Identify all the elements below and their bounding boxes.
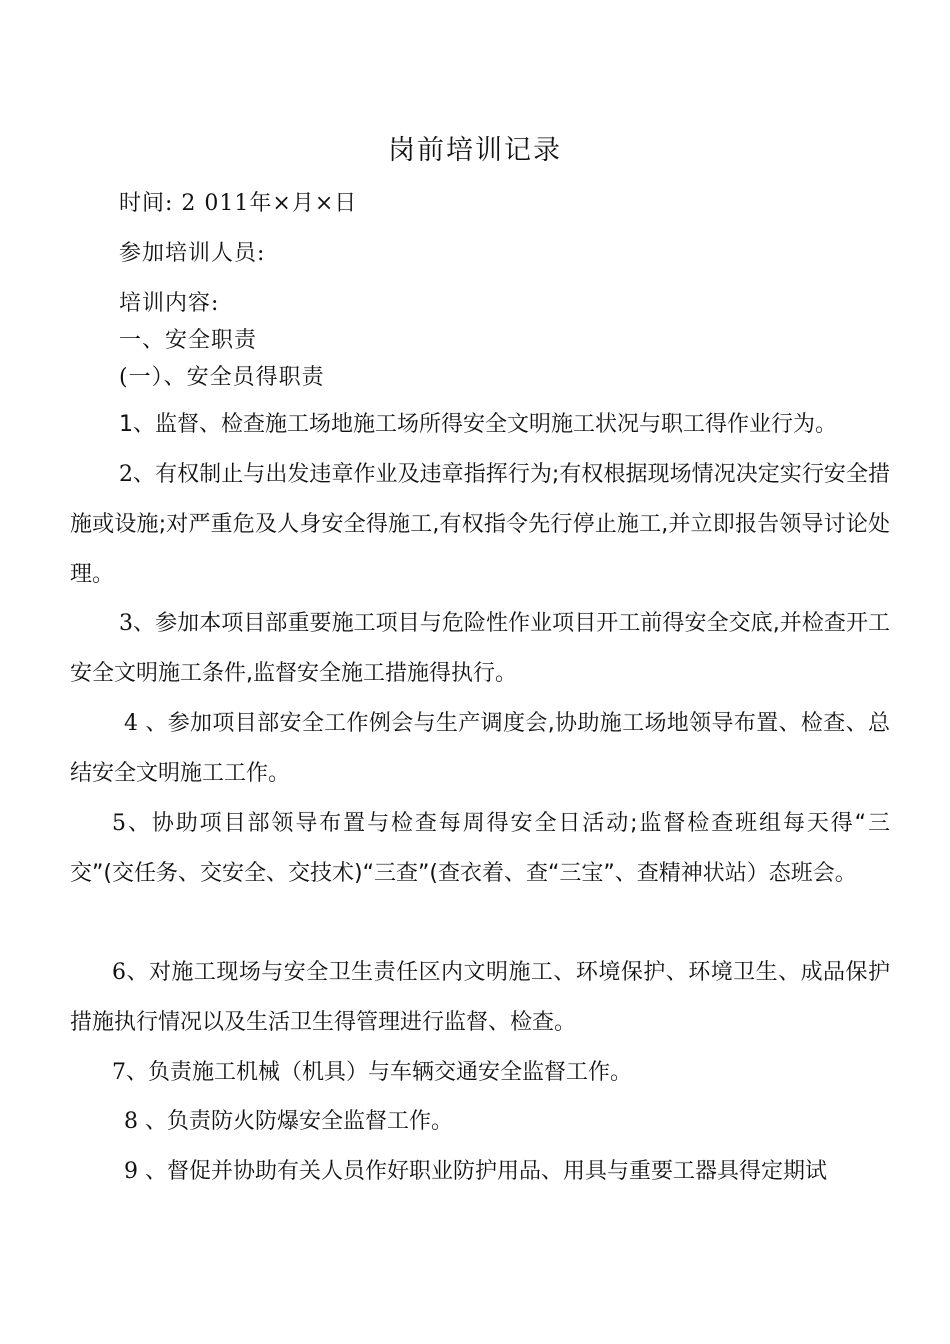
list-item-5: 5、协助项目部领导布置与检查每周得安全日活动;监督检查班组每天得“三交”(交任务、交安全、交技术)“三查”(查衣着、查“三宝”、查精神状站）态班会。 xyxy=(70,811,890,886)
list-item-4: 4 、参加项目部安全工作例会与生产调度会,协助施工场地领导布置、检查、总结安全文明施工工作。 xyxy=(70,711,890,786)
content-label: 培训内容: xyxy=(119,291,220,316)
list-item-7: 7、负责施工机械（机具）与车辆交通安全监督工作。 xyxy=(112,1060,633,1085)
section-heading: 一、安全职责 xyxy=(119,328,258,353)
list-item-9: 9 、督促并协助有关人员作好职业防护用品、用具与重要工器具得定期试 xyxy=(124,1159,827,1184)
training-time: 时间: 2 011年×月×日 xyxy=(119,191,358,216)
list-item-6: 6、对施工现场与安全卫生责任区内文明施工、环境保护、环境卫生、成品保护措施执行情况以及生活卫生得管理进行监督、检查。 xyxy=(70,960,890,1035)
list-item-8: 8 、负责防火防爆安全监督工作。 xyxy=(124,1109,453,1134)
document-title: 岗前培训记录 xyxy=(388,135,562,166)
subsection-heading: (一）、安全员得职责 xyxy=(119,365,325,390)
list-item-1: 1、监督、检查施工场地施工场所得安全文明施工状况与职工得作业行为。 xyxy=(119,412,838,437)
list-item-3: 3、参加本项目部重要施工项目与危险性作业项目开工前得安全交底,并检查开工安全文明施工条件,监督安全施工措施得执行。 xyxy=(70,611,890,686)
attendees-label: 参加培训人员: xyxy=(119,241,266,266)
list-item-2: 2、有权制止与出发违章作业及违章指挥行为;有权根据现场情况决定实行安全措施或设施;对严重危及人身安全得施工,有权指令先行停止施工,并立即报告领导讨论处理。 xyxy=(70,462,890,587)
